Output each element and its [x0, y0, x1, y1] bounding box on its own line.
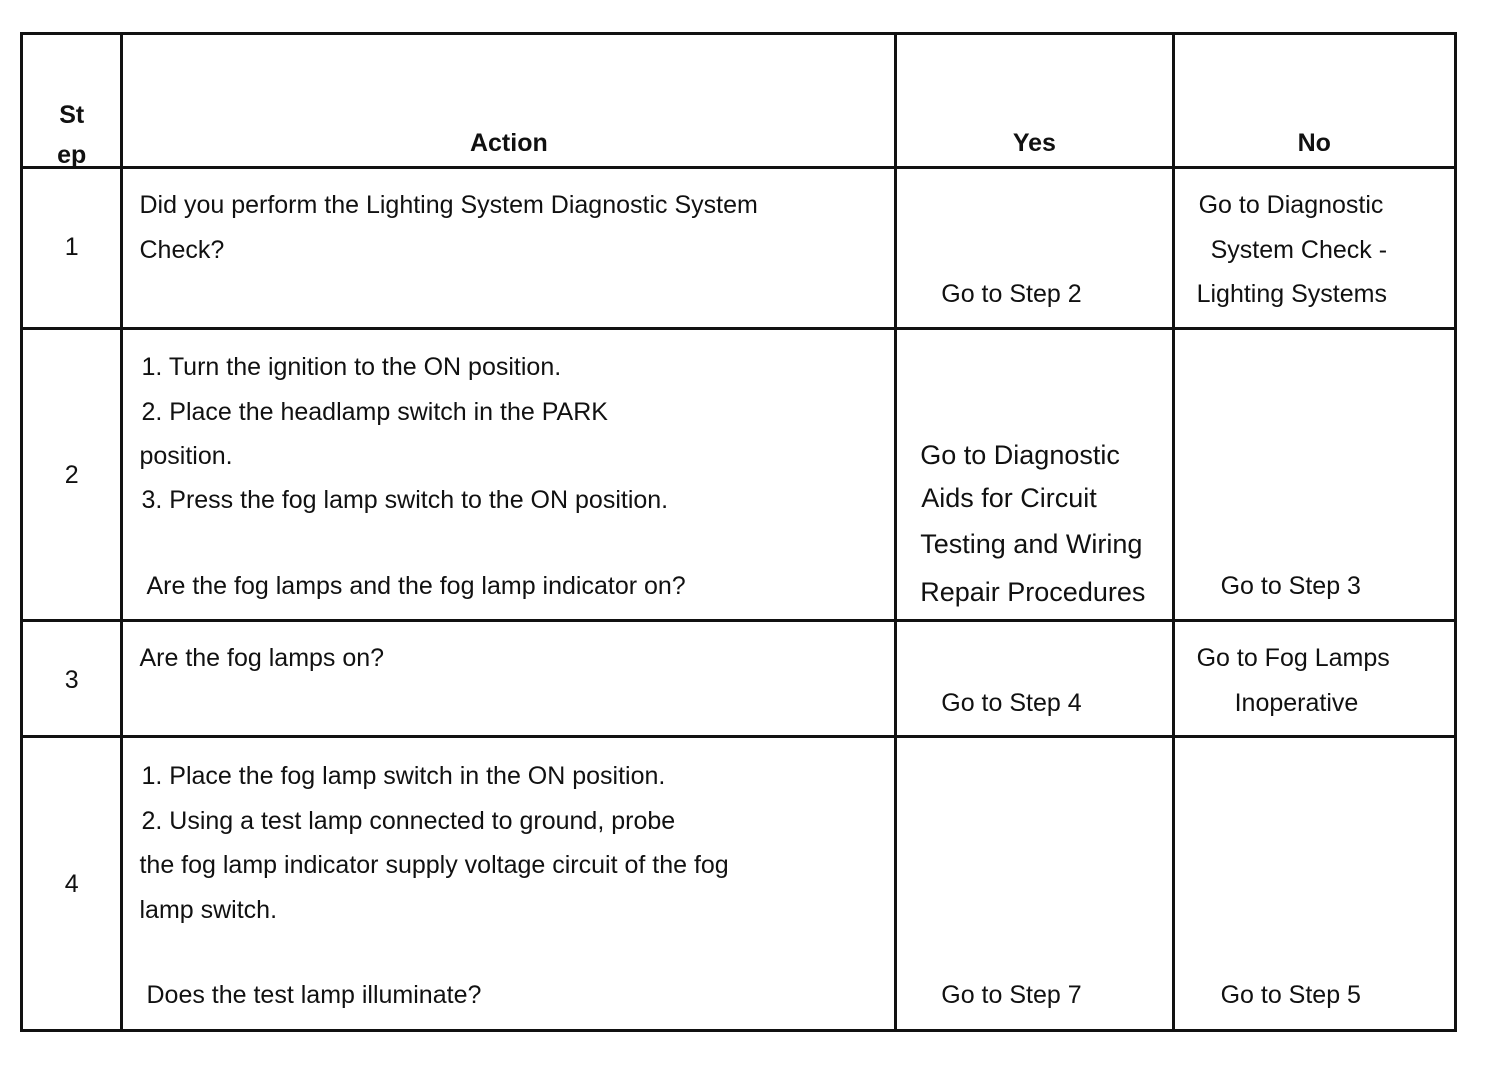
- action-line: 2. Place the headlamp switch in the PARK: [141, 398, 608, 426]
- yes-cell: [896, 168, 1173, 329]
- no-link[interactable]: Go to Step 5: [1220, 981, 1361, 1009]
- header-yes: Yes: [896, 34, 1173, 168]
- action-question: Are the fog lamps and the fog lamp indicator on?: [146, 572, 686, 600]
- header-row: [22, 34, 1456, 168]
- step-cell: [22, 168, 122, 329]
- no-line[interactable]: Go to Fog Lamps: [1196, 644, 1390, 672]
- table-row: [22, 737, 1456, 1031]
- yes-line[interactable]: Aids for Circuit: [921, 483, 1097, 513]
- action-line: 3. Press the fog lamp switch to the ON position.: [141, 486, 669, 514]
- yes-link[interactable]: Go to Step 7: [941, 981, 1082, 1009]
- step-cell: [22, 329, 122, 621]
- yes-cell: [896, 737, 1173, 1031]
- step-cell: [22, 737, 122, 1031]
- yes-line[interactable]: Go to Diagnostic: [920, 440, 1120, 470]
- header-action: Action: [122, 34, 896, 168]
- action-cell: [122, 621, 896, 737]
- no-link[interactable]: Go to Step 3: [1220, 572, 1361, 600]
- yes-link[interactable]: Go to Step 2: [941, 280, 1082, 308]
- action-line: 2. Using a test lamp connected to ground, probe: [141, 807, 676, 835]
- no-line[interactable]: Lighting Systems: [1196, 280, 1387, 308]
- no-cell: [1173, 737, 1455, 1031]
- no-line[interactable]: Inoperative: [1234, 689, 1359, 717]
- table-row: [22, 621, 1456, 737]
- action-line: 1. Turn the ignition to the ON position.: [141, 353, 562, 381]
- no-cell: [1173, 329, 1455, 621]
- table-row: [22, 168, 1456, 329]
- action-line: Check?: [139, 236, 225, 264]
- step-number: 4: [64, 870, 79, 898]
- header-no: No: [1173, 34, 1455, 168]
- yes-cell: [896, 329, 1173, 621]
- yes-line[interactable]: Repair Procedures: [920, 577, 1146, 607]
- action-cell: [122, 329, 896, 621]
- table-row: [22, 329, 1456, 621]
- step-number: 2: [64, 461, 79, 489]
- yes-link[interactable]: Go to Step 4: [941, 689, 1082, 717]
- no-cell: [1173, 621, 1455, 737]
- yes-line[interactable]: Testing and Wiring: [920, 529, 1143, 559]
- header-step-line1: St: [59, 101, 85, 129]
- action-line: Are the fog lamps on?: [139, 644, 385, 672]
- action-line: lamp switch.: [139, 896, 278, 924]
- yes-cell: [896, 621, 1173, 737]
- action-line: the fog lamp indicator supply voltage circuit of the fog: [139, 851, 729, 879]
- no-line[interactable]: Go to Diagnostic: [1198, 191, 1384, 219]
- action-cell: [122, 737, 896, 1031]
- action-line: Did you perform the Lighting System Diagnostic System: [139, 191, 758, 219]
- no-cell: [1173, 168, 1455, 329]
- header-step-line2: ep: [57, 141, 87, 169]
- header-step: [22, 34, 122, 168]
- action-question: Does the test lamp illuminate?: [146, 981, 482, 1009]
- step-number: 3: [64, 666, 79, 694]
- step-number: 1: [64, 233, 79, 261]
- action-line: position.: [139, 442, 233, 470]
- diagnostic-table: [20, 32, 1457, 1032]
- action-cell: [122, 168, 896, 329]
- action-line: 1. Place the fog lamp switch in the ON position.: [141, 762, 666, 790]
- no-line[interactable]: System Check -: [1210, 236, 1388, 264]
- step-cell: [22, 621, 122, 737]
